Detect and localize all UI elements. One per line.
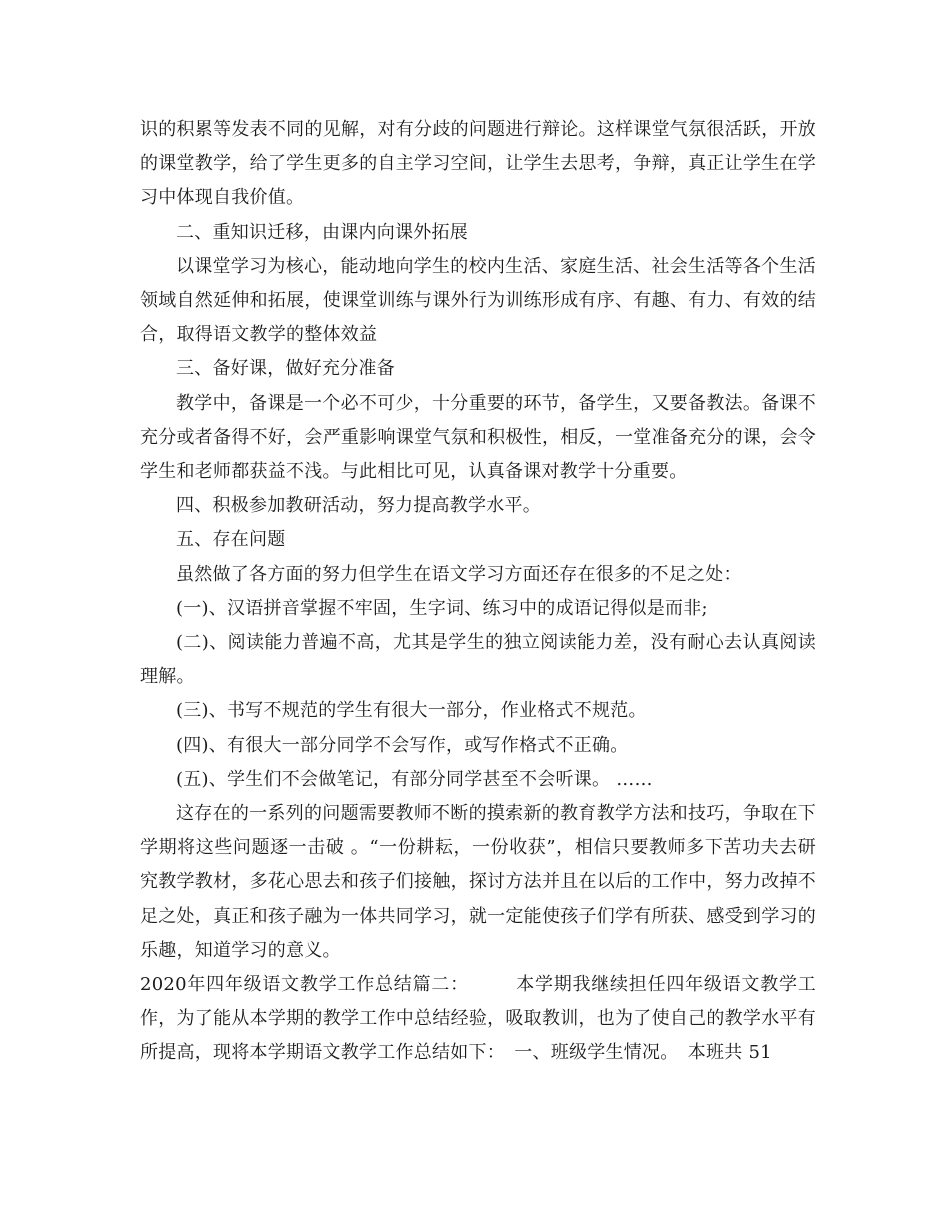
list-item-problem-2: (二)、阅读能力普遍不高，尤其是学生的独立阅读能力差，没有耐心去认真阅读理解。: [140, 632, 816, 688]
paragraph-conclusion: 这存在的一系列的问题需要教师不断的摸索新的教育教学方法和技巧，争取在下学期将这些问题逐一击破 。“一份耕耘，一份收获”，相信只要教师多下苦功夫去研究教学教材，多花心思去和孩子们接触，探讨方法并且在以后的工作中，努力改掉不足之处，真正和孩子融为一体共同学习，就一定能使孩子们学有所获、感受到学习的乐趣，知道学习的意义。: [140, 803, 816, 961]
list-item-problem-5: (五)、学生们不会做笔记，有部分同学甚至不会听课。 ……: [176, 768, 653, 790]
heading-section-four: 四、积极参加教研活动，努力提高教学水平。: [176, 495, 541, 517]
list-item-problem-3: (三)、书写不规范的学生有很大一部分，作业格式不规范。: [176, 700, 647, 722]
heading-section-three: 三、备好课，做好充分准备: [176, 358, 395, 380]
heading-section-two: 二、重知识迁移，由课内向课外拓展: [176, 221, 468, 243]
paragraph-continued-discussion: 识的积累等发表不同的见解，对有分歧的问题进行辩论。这样课堂气氛很活跃，开放的课堂教学，给了学生更多的自主学习空间，让学生去思考，争辩，真正让学生在学习中体现自我价值。: [140, 119, 816, 209]
paragraph-section-three-body: 教学中，备课是一个必不可少，十分重要的环节，备学生，又要备教法。备课不充分或者备得不好，会严重影响课堂气氛和积极性，相反，一堂准备充分的课，会令学生和老师都获益不浅。与此相比可见，认真备课对教学十分重要。: [140, 392, 816, 483]
document-body: [140, 113, 816, 1071]
list-item-problem-4: (四)、有很大一部分同学不会写作，或写作格式不正确。: [176, 734, 629, 756]
list-item-problem-1: (一)、汉语拼音掌握不牢固，生字词、练习中的成语记得似是而非;: [176, 597, 708, 619]
paragraph-article-two-start: 2020年四年级语文教学工作总结篇二： 本学期我继续担任四年级语文教学工作，为了能从本学期的教学工作中总结经验，吸取教训，也为了使自己的教学水平有所提高，现将本学期语文教学工作总结如下： 一、班级学生情况。 本班共 51: [140, 974, 816, 1064]
paragraph-section-two-body: 以课堂学习为核心，能动地向学生的校内生活、家庭生活、社会生活等各个生活领域自然延伸和拓展，使课堂训练与课外行为训练形成有序、有趣、有力、有效的结合，取得语文教学的整体效益: [140, 255, 816, 346]
paragraph-problems-intro: 虽然做了各方面的努力但学生在语文学习方面还存在很多的不足之处：: [176, 563, 742, 585]
heading-section-five: 五、存在问题: [176, 529, 286, 551]
